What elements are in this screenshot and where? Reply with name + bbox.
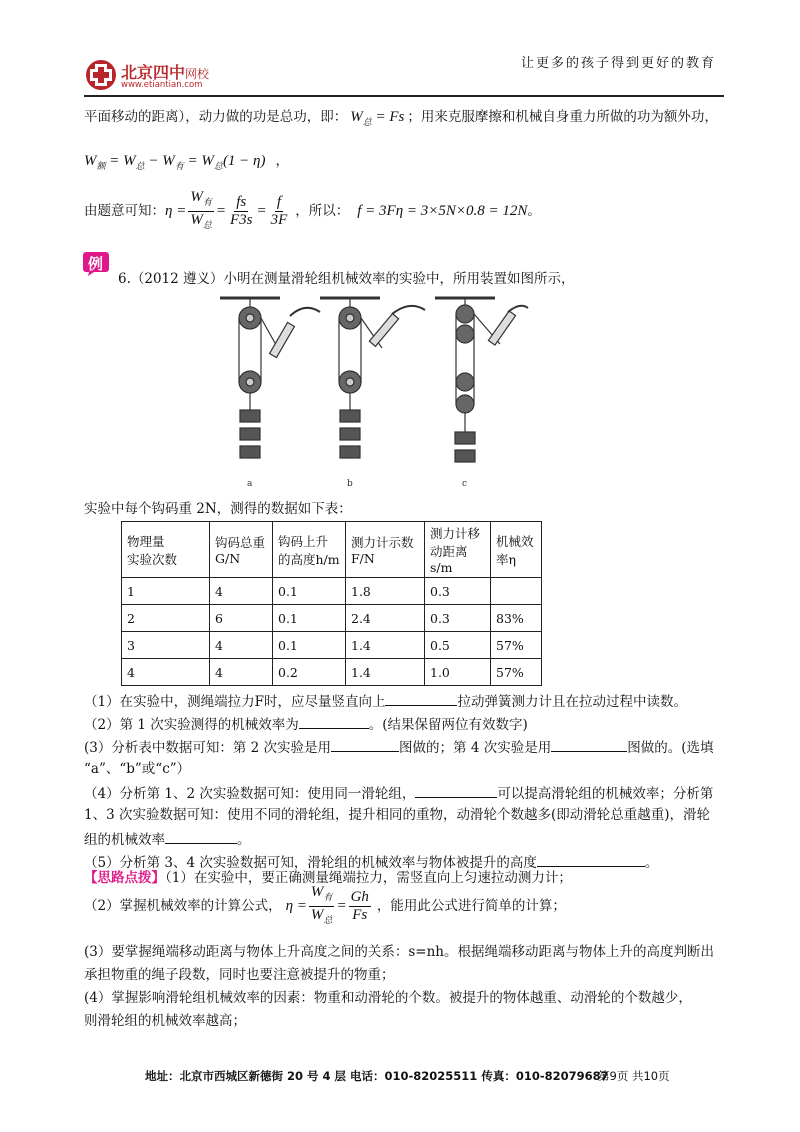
table-row (122, 605, 542, 632)
table-cell: 0.5 (425, 632, 491, 659)
table-cell: 2 (122, 605, 210, 632)
example-badge: 例 (82, 250, 110, 276)
table-row (122, 659, 542, 686)
table-header-cell: 机械效率η (491, 522, 542, 578)
table-cell: 0.2 (273, 659, 346, 686)
table-cell: 0.3 (425, 578, 491, 605)
table-cell: 1 (122, 578, 210, 605)
question-5: （5）分析第 3、4 次实验数据可知，滑轮组的机械效率与物体被提升的高度 。 (84, 852, 658, 872)
table-cell: 0.3 (425, 605, 491, 632)
table-cell: 0.1 (273, 632, 346, 659)
hint-3: (3）要掌握绳端移动距离与物体上升高度之间的关系：s=nh。根据绳端移动距离与物体上升的高度判断出 (84, 944, 714, 960)
hint-4: (4）掌握影响滑轮组机械效率的因素：物重和动滑轮的个数。被提升的物体越重、动滑轮的个数越少， (84, 990, 692, 1006)
question-3-cont: “a”、“b”或“c”） (84, 761, 191, 777)
table-header-cell: 测力计移动距离s/m (425, 522, 491, 578)
table-cell: 4 (122, 659, 210, 686)
pulley-figure (210, 292, 530, 492)
question-4: （4）分析第 1、2 次实验数据可知：使用同一滑轮组， 可以提高滑轮组的机械效率；分析第 (84, 783, 713, 803)
table-cell: 0.1 (273, 605, 346, 632)
header-rule (84, 95, 724, 97)
text-line-1: 平面移动的距离），动力做的功是总功，即： $W_总 = Fs$ ；用来克服摩擦和机械自身重力所做的功为额外功， (84, 109, 718, 127)
table-cell: 4 (210, 578, 273, 605)
text-line-3: 由题意可知： η = $\frac{W_有}{W_总}$ = $\frac{fs}{F3s}$ = $\frac{f}{3F}$ ，所以： f = 3Fη = 3×5N×0.8 = 12N 。 (84, 188, 541, 230)
table-cell: 0.1 (273, 578, 346, 605)
table-cell: 1.0 (425, 659, 491, 686)
figure-label-c: c (462, 479, 468, 489)
table-intro: 实验中每个钩码重 2N，测得的数据如下表： (84, 501, 352, 517)
table-cell: 57% (491, 632, 542, 659)
table-header-cell: 钩码总重G/N (210, 522, 273, 578)
hint-label: 【思路点拨】 (84, 870, 165, 886)
table-header-cell: 钩码上升的高度h/m (273, 522, 346, 578)
hint-2: （2）掌握机械效率的计算公式， η = $\frac{W_有}{W_总}$ = $\frac{Gh}{Fs}$ ，能用此公式进行简单的计算； (84, 883, 566, 925)
table-cell: 4 (210, 659, 273, 686)
question-2: （2）第 1 次实验测得的机械效率为 。(结果保留两位有效数字) (84, 714, 528, 734)
header-slogan: 让更多的孩子得到更好的教育 (520, 56, 716, 71)
question-4-cont-2: 组的机械效率 。 (84, 829, 251, 849)
logo-url: www.etiantian.com (121, 80, 203, 90)
table-header-cell: 测力计示数F/N (346, 522, 425, 578)
table-cell: 6 (210, 605, 273, 632)
logo-emblem-icon (84, 58, 118, 92)
table-cell: 2.4 (346, 605, 425, 632)
hint-4-cont: 则滑轮组的机械效率越高； (84, 1013, 246, 1029)
table-cell: 83% (491, 605, 542, 632)
question-3: (3）分析表中数据可知：第 2 次实验是用 图做的；第 4 次实验是用 图做的。(选填 (84, 737, 713, 757)
logo-text: 北京四中网校 (121, 63, 210, 82)
data-table (121, 521, 542, 686)
table-cell: 1.8 (346, 578, 425, 605)
table-cell: 1.4 (346, 632, 425, 659)
table-row (122, 578, 542, 605)
figure-label-a: a (247, 479, 253, 489)
table-cell: 57% (491, 659, 542, 686)
hint-1: 【思路点拨】（1）在实验中，要正确测量绳端拉力，需竖直向上匀速拉动测力计； (84, 870, 572, 886)
table-row (122, 632, 542, 659)
table-header-cell: 物理量 实验次数 (122, 522, 210, 578)
text-line-2: $W_额 = W_总 - W_有 = W_总(1 - \eta)$ ， (84, 153, 289, 171)
question-title: 6.（2012 遵义）小明在测量滑轮组机械效率的实验中，所用装置如图所示， (118, 271, 575, 287)
table-cell: 4 (210, 632, 273, 659)
table-header-row (122, 522, 542, 578)
header (0, 0, 800, 100)
hint-3-cont: 承担物重的绳子段数，同时也要注意被提升的物重； (84, 967, 395, 983)
table-cell: 1.4 (346, 659, 425, 686)
question-4-cont: 1、3 次实验数据可知：使用不同的滑轮组，提升相同的重物，动滑轮个数越多(即动滑轮总重越重)，滑轮 (84, 807, 711, 823)
footer-address: 地址：北京市西城区新德街 20 号 4 层 电话：010-82025511 传真：010-82079687 (145, 1069, 609, 1083)
figure-label-b: b (347, 479, 353, 489)
table-cell (491, 578, 542, 605)
footer-page: 第9页 共10页 (598, 1069, 670, 1083)
table-cell: 3 (122, 632, 210, 659)
question-1: （1）在实验中，测绳端拉力F时，应尽量竖直向上 拉动弹簧测力计且在拉动过程中读数。 (84, 691, 687, 711)
